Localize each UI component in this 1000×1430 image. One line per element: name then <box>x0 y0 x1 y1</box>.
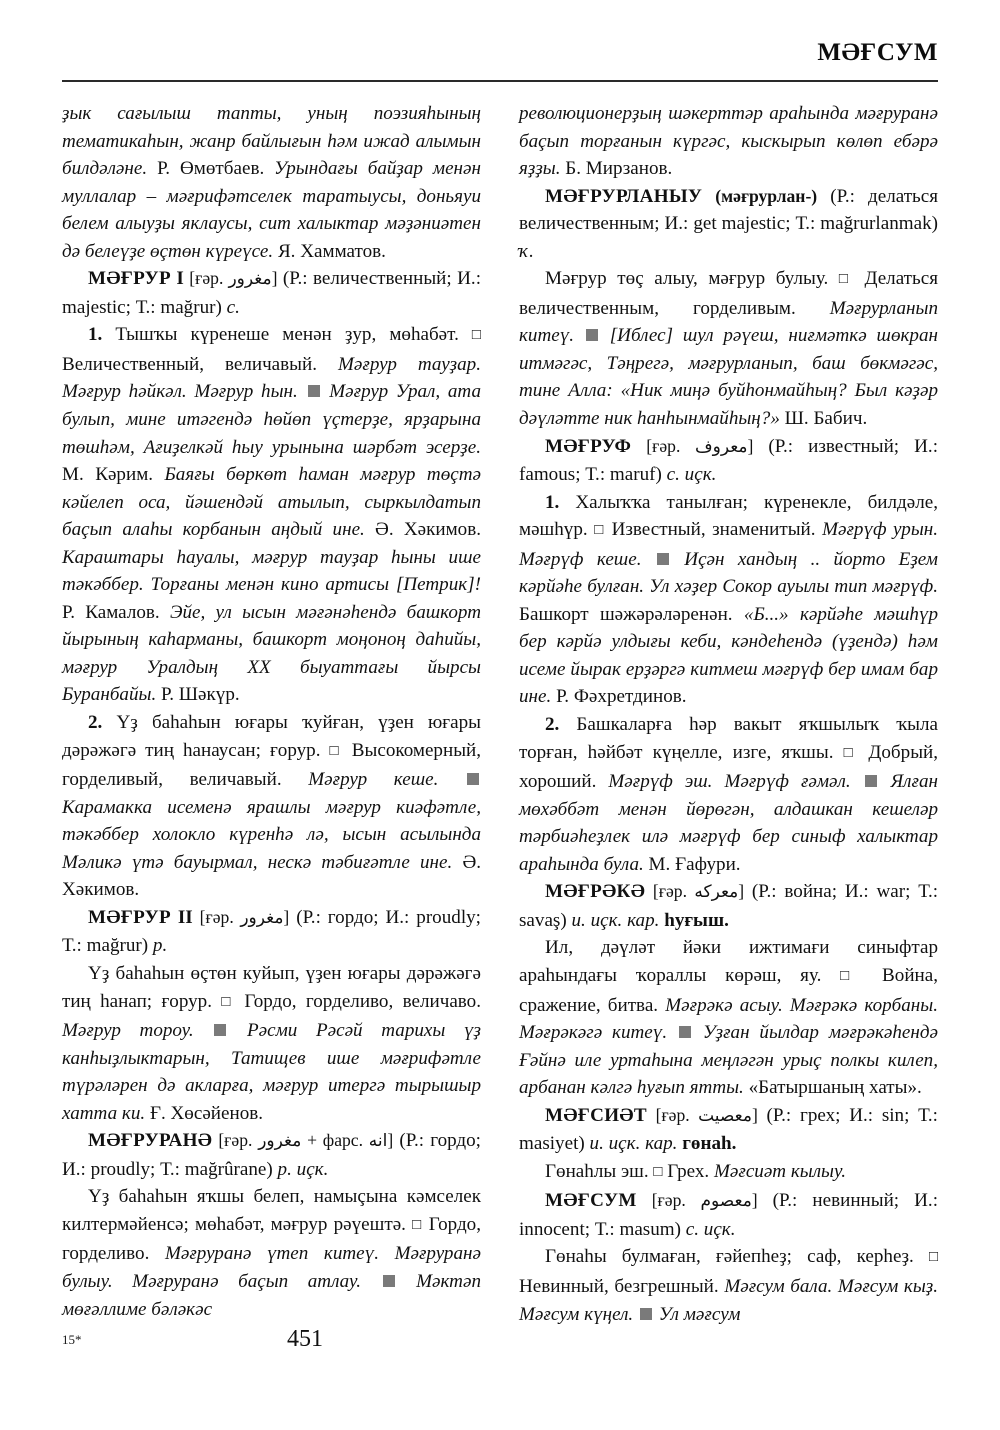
entry-magrur-1: МӘҒРУР I [ғәр. مغرور] (Р.: величественный; И.: majestic; Т.: mağrur) с. <box>62 268 482 318</box>
gloss-en-label: И.: <box>849 1104 874 1126</box>
page-number: 451 <box>287 1326 323 1352</box>
citation-source: Башкорт шәжәрәләренән. <box>519 603 733 625</box>
gloss-marker-icon <box>472 324 481 345</box>
part-of-speech: р. иçк. <box>277 1158 329 1180</box>
sense-number: 1. <box>545 491 560 513</box>
gloss-en: war; <box>876 881 911 903</box>
carryover-paragraph <box>62 100 481 265</box>
gloss-ru-label: Р.: <box>836 185 855 207</box>
gloss-en-label: И.: <box>844 881 869 903</box>
citation-source: «Батыршаның хаты». <box>748 1077 922 1099</box>
gloss-tr-label: Т.: <box>62 935 82 957</box>
headword: МӘҒРУРАНӘ <box>88 1130 213 1152</box>
gloss-en: sin; <box>881 1104 910 1126</box>
definition-russian: Известный, знаменитый. <box>611 519 816 541</box>
gloss-tr: masiyet <box>519 1133 579 1155</box>
etym-language: ғәр. <box>195 268 224 289</box>
gloss-ru-label: Р.: <box>302 906 321 928</box>
gloss-ru: известный; <box>808 435 900 457</box>
quotation-marker-icon <box>308 385 320 397</box>
etym-language: ғәр. <box>657 1190 686 1211</box>
citation-source: Б. Мирзанов. <box>565 158 673 180</box>
gloss-ru: гордо; <box>327 906 379 928</box>
quotation-marker-icon <box>586 329 598 341</box>
definition-russian: Добрый, хороший. <box>519 741 939 793</box>
gloss-ru-label: Р.: <box>758 881 777 903</box>
gloss-en: get majestic; <box>693 213 791 235</box>
definition-russian: Высокомерный, горделивый, величавый. <box>62 739 482 791</box>
etymology-block: [ғәр. مغرور] <box>199 906 290 928</box>
gloss-en: famous; <box>519 464 581 486</box>
gloss-tr: mağrur <box>86 935 142 957</box>
gloss-marker-icon <box>594 519 605 540</box>
part-of-speech: ҡ. <box>519 240 534 262</box>
gloss-en: innocent; <box>519 1218 591 1240</box>
entry-magrake: МӘҒРӘКӘ [ғәр. معركه] (Р.: война; И.: war; Т.: savaş) и. иçк. кар. һуғыш. <box>519 881 939 931</box>
definition-russian: Гордо, горделиво. <box>62 1213 481 1265</box>
definition-bashkir: Тышҡы күренеше менән ҙур, мөһабәт. <box>115 324 459 346</box>
gloss-en: majestic; <box>62 296 131 318</box>
gloss-en-label: И.: <box>62 1158 86 1180</box>
citation-text: Уҙған йылдар мәғрәкәһендә Ғәйнә иле уртаһына меңләгән урыç полкы килеп, арбанан кәлгә һуғып ятты. <box>519 1022 938 1099</box>
etym-arabic-script: معصيت <box>698 1105 752 1126</box>
signature-mark: 15* <box>62 1332 82 1347</box>
citation-text: Рәсми Рәсәй тарихы үҙ канһыҙлыктарын, Татищев ише мәғрифәтле түрәләрен дә акларға, мәғрур итергә тырышыр хатта ки. <box>62 1020 481 1124</box>
running-head-title: МӘҒСУМ <box>817 39 938 66</box>
citation-text: Мәғрур Урал, ата булып, мине итәгендә һөйөп үçтерҙе, ярҙарына төшһәм, Ағиҙелкәй һыу урынына шәрбәт эсерҙе. <box>62 381 481 458</box>
example-phrases: Мәғсиәт кылыу. <box>713 1160 847 1182</box>
sense-number: 2. <box>88 712 103 734</box>
etymology-block: [ғәр. معروف] <box>646 435 754 457</box>
citation-text: Караштары һауалы, мәғрур тауҙар һыны ише тәкәббер. Торғаны менән кино артисы [Петрик]! <box>62 546 481 596</box>
etymology-block: [ғәр. مغرور] <box>189 268 278 290</box>
gloss-tr: savaş <box>519 909 561 931</box>
headword: МӘҒСИӘТ <box>545 1104 647 1126</box>
definition-bashkir: Ил, дәүләт йәки ижтимағи синыфтар араһындағы ҡораллы көрәш, яу. <box>519 937 938 986</box>
citation-source: М. Кәрим. <box>62 464 154 486</box>
part-of-speech: с. <box>226 296 240 318</box>
example-phrases: Мәғсум бала. Мәғсум кыҙ. Мәғсум күңел. <box>519 1275 938 1325</box>
sense-block <box>519 711 938 878</box>
sense-block <box>519 934 938 1101</box>
citation-source: М. Ғафури. <box>648 853 741 875</box>
quotation-marker-icon <box>214 1024 226 1036</box>
carryover-text-2: Урындағы байҙар менән муллалар – мәғрифәтселек таратыусы, доньяуи белем алыуҙы яклаусы, сит халыктар мәҙәниәтен дә белеүҙе өçтөн күреүсе. <box>62 158 481 262</box>
gloss-en: proudly; <box>416 906 481 928</box>
sense-block <box>519 265 938 432</box>
citation-source: Р. Фәхретдинов. <box>556 686 687 708</box>
entry-magrurane: МӘҒРУРАНӘ [ғәр. مغرور + фарс. انه] (Р.: гордо; И.: proudly; Т.: mağrûrane) р. иçк. <box>62 1130 481 1180</box>
gloss-marker-icon <box>844 742 858 763</box>
definition-russian: Делаться величественным, горделивым. <box>519 268 938 319</box>
definition-russian: Грех. <box>667 1160 710 1182</box>
headword: МӘҒРУФ <box>545 435 632 457</box>
citation-continuation <box>519 100 938 183</box>
quotation-marker-icon <box>657 553 669 565</box>
gloss-tr: mağrûrane <box>184 1158 267 1180</box>
gloss-en: proudly; <box>90 1158 156 1180</box>
headword-stem-form: (мәғрурлан-) <box>715 185 818 206</box>
gloss-ru: невинный; <box>812 1190 900 1212</box>
definition-russian: Невинный, безгрешный. <box>519 1275 719 1297</box>
gloss-ru-label: Р.: <box>779 1190 798 1212</box>
gloss-tr-label: Т.: <box>585 464 606 486</box>
gloss-en-label: И.: <box>385 906 410 928</box>
gloss-tr-label: Т.: <box>160 1158 180 1180</box>
part-of-speech: и. иçк. кар. <box>589 1133 678 1155</box>
gloss-ru: война; <box>784 881 838 903</box>
gloss-marker-icon <box>330 740 343 761</box>
carryover-source-2: Я. Хамматов. <box>277 240 386 262</box>
definition-bashkir: Үҙ баһаһын өçтөн куйып, үҙен юғары дәрәжәгә тиң һанап; ғорур. <box>62 962 481 1012</box>
example-phrases: Мәғрурланып китеү. <box>519 297 938 347</box>
citation-text-continuation: революционерҙың шәкерттәр араһында мәғруранә баçып торғанын күргәс, кыскырып көлөп ебәрә яҙҙы. <box>519 103 938 180</box>
gloss-tr: mağrurlanmak <box>820 213 932 235</box>
quotation-marker-icon <box>467 773 479 785</box>
gloss-ru: гордо; <box>430 1130 481 1152</box>
etym-arabic-script: معروف <box>695 436 748 457</box>
gloss-en-label: И.: <box>914 1190 939 1212</box>
citation-source: Ш. Бабич. <box>784 408 868 430</box>
etym-arabic-script: مغرور <box>228 269 272 290</box>
etym-persian-script: انه <box>368 1131 388 1152</box>
headword: МӘҒСУМ <box>545 1190 637 1212</box>
definition-bashkir: Мәғрур төç алыу, мәғрур булыу. <box>545 268 829 290</box>
citation-source: Ә. Хәкимов. <box>375 519 481 541</box>
gloss-ru: величественный; <box>313 268 452 290</box>
part-of-speech: р. <box>152 935 168 957</box>
etymology-block: [ғәр. مغرور + фарс. انه] <box>218 1130 394 1152</box>
example-phrases: Мәғрүф эш. Мәғрүф ғәмәл. <box>608 771 851 793</box>
gloss-tr-label: Т.: <box>795 213 816 235</box>
etym-language: ғәр. <box>658 881 687 902</box>
cross-reference: һуғыш. <box>664 909 729 931</box>
gloss-marker-icon <box>221 991 235 1012</box>
headword: МӘҒРУР <box>88 906 171 928</box>
sense-block <box>62 709 481 904</box>
gloss-en-label: И.: <box>914 435 939 457</box>
headword-roman-numeral: I <box>176 268 184 290</box>
etym-language-2: фарс. <box>322 1130 364 1151</box>
gloss-en-label: И.: <box>664 213 689 235</box>
etym-arabic-script: مغرور <box>240 907 284 928</box>
etym-language: ғәр. <box>224 1130 253 1151</box>
citation-text: Эйе, ул ысын мәғәнәһендә башкорт йырының каһарманы, башкорт моңоноң даһийы, мәғрур Уралдың XX быуаттағы йырсы Буранбайы. <box>62 601 482 706</box>
citation-source: Ғ. Хөсәйенов. <box>149 1102 264 1124</box>
etym-language: ғәр. <box>205 906 234 927</box>
definition-bashkir: Үҙ баһаһын юғары ҡуйған, үҙен юғары дәрәжәгә тиң һанаусан; ғорур. <box>62 712 481 761</box>
gloss-tr-label: Т.: <box>594 1218 615 1240</box>
gloss-ru-label: Р.: <box>405 1130 425 1152</box>
etymology-block: [ғәр. معركه] <box>652 881 745 903</box>
definition-russian: Гордо, горделиво, величаво. <box>244 990 481 1012</box>
right-column <box>519 100 939 1325</box>
gloss-tr-label: Т.: <box>918 881 939 903</box>
carryover-text-1: ҙык сағылыш тапты, уның поэзияһының тематикаһын, жанр байлығын һәм ижад алымын билдәләне. <box>62 103 481 180</box>
definition-bashkir: Халыҡҡа танылған; күренекле, билдәле, мәшһүр. <box>519 491 938 541</box>
definition-bashkir: Гөнаһлы эш. <box>545 1160 649 1182</box>
part-of-speech: с. иçк. <box>685 1218 736 1240</box>
gloss-en-label: И.: <box>457 268 482 290</box>
citation-text: Иçән хандың .. йорто Еҙем кәрйәһе булған. Ул хәҙер Сокор ауылы тип мәғрүф. <box>519 548 938 598</box>
headword: МӘҒРӘКӘ <box>545 881 646 903</box>
sense-number: 1. <box>88 324 103 346</box>
entry-magruf: МӘҒРУФ [ғәр. معروف] (Р.: известный; И.: famous; Т.: maruf) с. иçк. <box>519 435 939 486</box>
example-phrases: Мәғрүф урын. Мәғрүф кеше. <box>519 519 939 570</box>
citation-text: Баяғы бөркөт һаман мәғрур төçтә кәйелеп оса, йәшендәй атылып, сыркылдатып баçып алаһы корбанын аңдый ине. <box>62 464 482 541</box>
gloss-tr-label: Т.: <box>918 1104 938 1126</box>
quotation-marker-icon <box>679 1026 691 1038</box>
entry-magsiet: МӘҒСИӘТ [ғәр. معصيت] (Р.: грех; И.: sin; Т.: masiyet) и. иçк. кар. гөнаһ. <box>519 1104 938 1155</box>
example-phrases: Мәғрур тауҙар. Мәғрур һәйкәл. Мәғрур һын. <box>62 353 481 403</box>
headword-roman-numeral: II <box>177 906 193 928</box>
definition-russian: Война, сражение, битва. <box>519 964 939 1016</box>
gloss-marker-icon <box>840 965 863 986</box>
citation-source: Ә. Хәкимов. <box>62 851 481 901</box>
etymology-block: [ғәр. معصيت] <box>655 1104 758 1126</box>
etym-arabic-script: مغرور <box>258 1131 302 1152</box>
gloss-marker-icon <box>653 1161 662 1182</box>
quotation-marker-icon <box>640 1308 652 1320</box>
example-phrases: Мәғрур кеше. <box>308 769 439 791</box>
part-of-speech: и. иçк. кар. <box>571 909 660 931</box>
entry-magsum: МӘҒСУМ [ғәр. معصوم] (Р.: невинный; И.: innocent; Т.: masum) с. иçк. <box>519 1190 939 1240</box>
sense-number: 2. <box>545 714 560 736</box>
sense-block <box>519 489 938 711</box>
page-footer <box>62 1326 938 1366</box>
quotation-marker-icon <box>865 775 877 787</box>
gloss-ru-label: Р.: <box>289 268 308 290</box>
etym-language: ғәр. <box>652 435 681 456</box>
gloss-ru: грех; <box>799 1104 841 1126</box>
sense-block <box>62 321 481 709</box>
headword: МӘҒРУРЛАНЫУ <box>545 185 703 207</box>
quotation-marker-icon <box>383 1275 395 1287</box>
header-rule <box>62 80 938 82</box>
etymology-block: [ғәр. معصوم] <box>651 1190 758 1212</box>
citation-text: «Б...» кәрйәһе мәшһүр бер кәрйә улдығы кеби, кәндеһендә (үҙендә) һәм исеме йырак ерҙәргә китмеш мәғрүф бер имам бар ине. <box>519 603 939 708</box>
definition-bashkir: Үҙ баһаһын яҡшы белеп, намыçына кәмселек килтермәйенсә; мөһабәт, мәғрур рәүештә. <box>62 1186 481 1235</box>
etym-language: ғәр. <box>661 1104 690 1125</box>
gloss-tr: mağrur <box>160 296 216 318</box>
gloss-ru-label: Р.: <box>772 1104 792 1126</box>
citation-text: [Иблес] шул рәүеш, ниғмәткә шөкран итмәгәс, Тәңрегә, мәғрурланып, баш бөкмәгәс, тине Алла: «Ник миңә буйһонмайһың? Был кәҙәр дәүләтте ник һанһынмайһың?» <box>519 325 938 430</box>
carryover-source-1: Р. Өмөтбаев. <box>157 158 265 180</box>
sense-block <box>519 1158 938 1188</box>
sense-block <box>519 1243 938 1328</box>
page-columns <box>62 100 939 1325</box>
part-of-speech: с. иçк. <box>666 464 717 486</box>
sense-block <box>62 1183 481 1323</box>
citation-source: Р. Шәкүр. <box>161 684 240 706</box>
etym-arabic-script: معصوم <box>700 1191 752 1212</box>
cross-reference: гөнаһ. <box>682 1133 737 1155</box>
entry-magrurlaniu: МӘҒРУРЛАНЫУ (мәғрурлан-) (Р.: делаться величественным; И.: get majestic; Т.: mağrurlanmak) ҡ. <box>519 185 939 262</box>
sense-block <box>62 960 481 1127</box>
gloss-ru-label: Р.: <box>774 435 794 457</box>
entry-magrur-2: МӘҒРУР II [ғәр. مغرور] (Р.: гордо; И.: proudly; Т.: mağrur) р. <box>62 906 481 957</box>
headword: МӘҒРУР <box>88 268 171 290</box>
gloss-tr: masum <box>619 1218 675 1240</box>
example-phrases: Мәғруранә үтеп китеү. Мәғруранә булыу. Мәғруранә баçып атлау. <box>62 1243 481 1292</box>
etym-plus-sign: + <box>307 1130 318 1151</box>
example-phrases: Мәғрәкә асыу. Мәғрәкә корбаны. Мәғрәкәгә китеү. <box>519 994 938 1044</box>
citation-text: Ялған мөхәббәт менән йөрөгән, алдашкан кешеләр тәрбиәһеҙлек илә мәғрүф бер синыф халыктар араһында була. <box>519 771 938 875</box>
gloss-marker-icon <box>929 1246 938 1267</box>
definition-bashkir: Башкаларға һәр вакыт яҡшылыҡ ҡыла торған, һәйбәт күңелле, изге, яҡшы. <box>519 714 938 763</box>
definition-russian: Величественный, величавый. <box>62 353 317 375</box>
example-phrases: Мәғрур тороу. <box>62 1020 194 1042</box>
citation-text-continued-in-right-column: Мәктәп мөғәллиме бәләкәс <box>62 1270 481 1320</box>
running-head <box>62 40 938 86</box>
citation-text-truncated: Ул мәғсум <box>658 1303 741 1325</box>
gloss-ru: делаться величественным; <box>519 185 939 235</box>
definition-bashkir: Гөнаһы булмаған, ғәйепһеҙ; саф, керһеҙ. <box>545 1246 914 1268</box>
left-column <box>62 100 482 1320</box>
gloss-tr-label: Т.: <box>135 296 156 318</box>
gloss-marker-icon <box>839 268 854 289</box>
etym-arabic-script: معركه <box>694 882 739 903</box>
citation-source: Р. Камалов. <box>62 601 160 623</box>
citation-text: Карамакка исеменә ярашлы мәғрур киәфәтле, тәкәббер холокло күренһә лә, ысын асылында Мәликә үтә бауырмал, нескә тәбиғәтле ине. <box>62 796 481 873</box>
gloss-tr: maruf <box>609 464 656 486</box>
gloss-marker-icon <box>412 1214 422 1235</box>
